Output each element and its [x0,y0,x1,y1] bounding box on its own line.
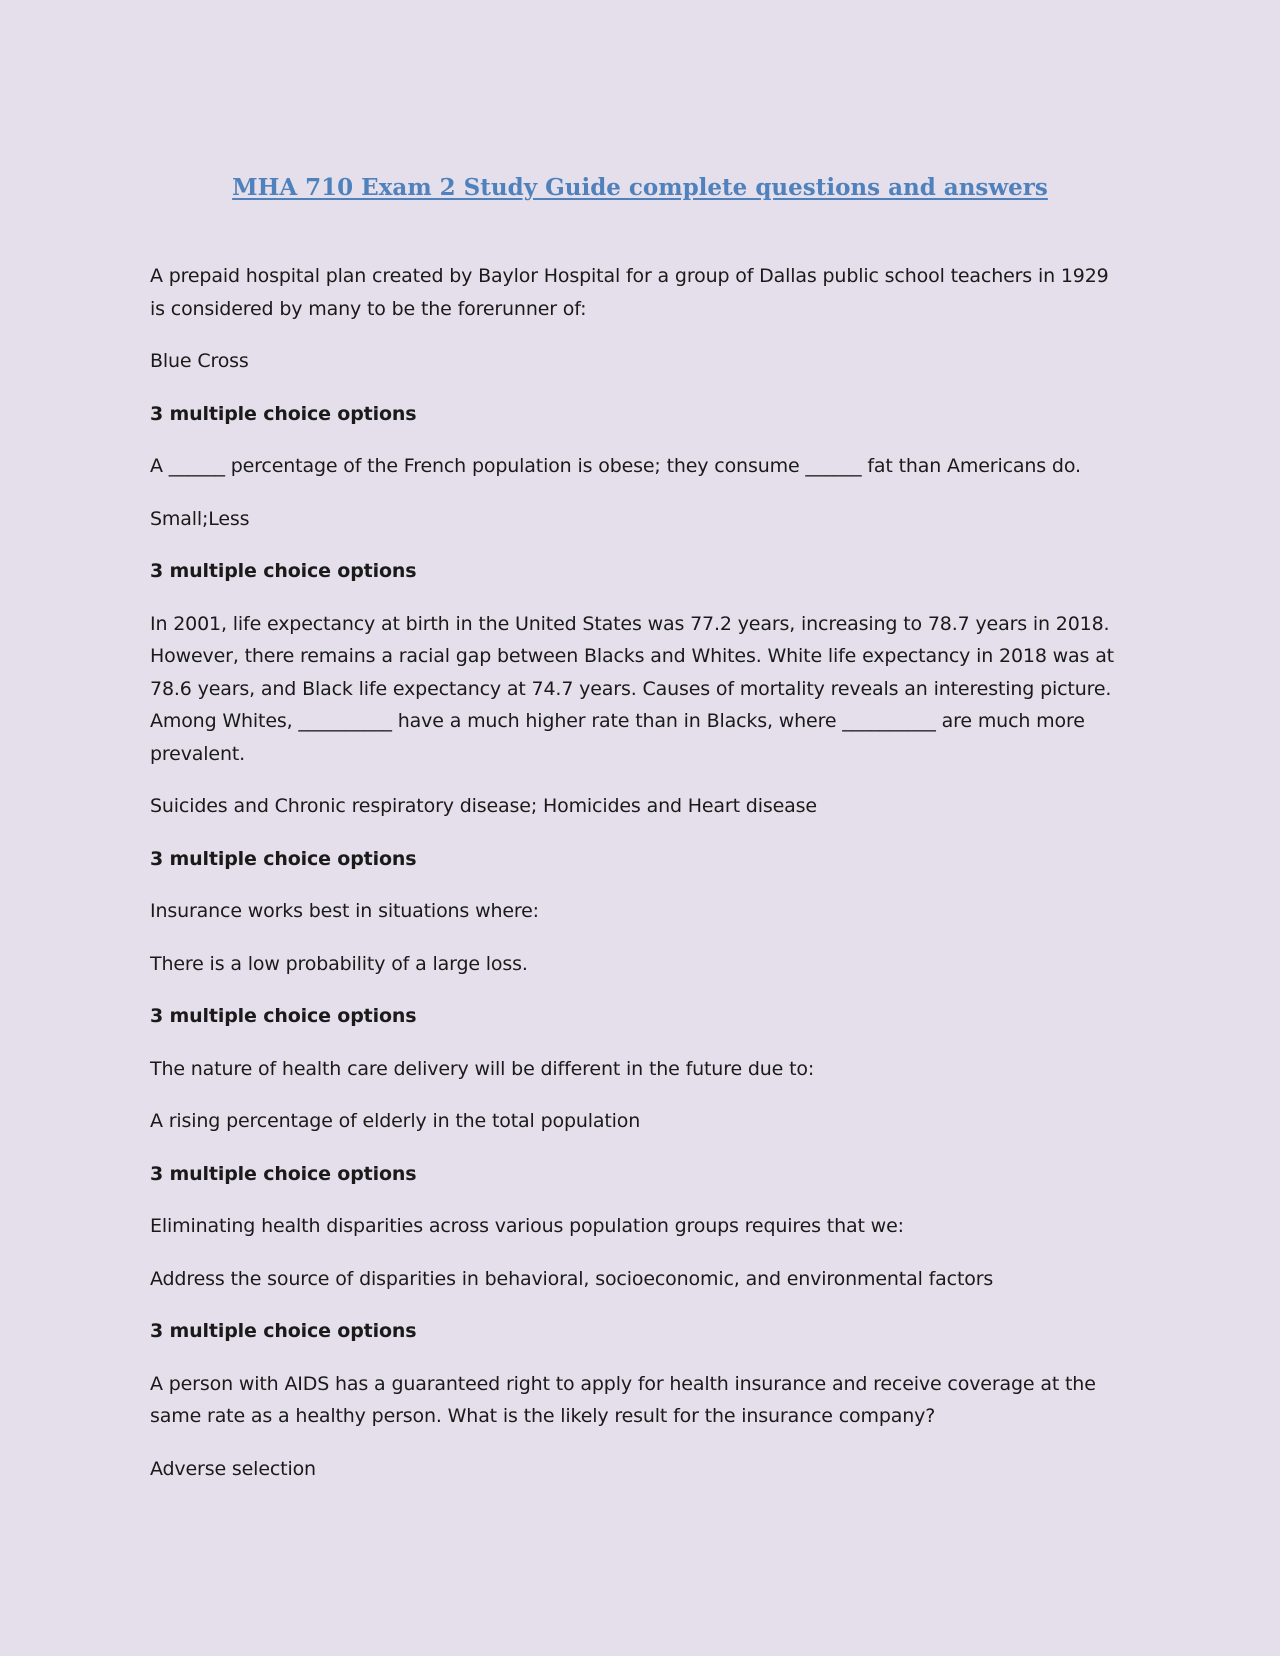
answer-text: A rising percentage of elderly in the total population [150,1110,641,1132]
question-text: A person with AIDS has a guaranteed right to apply for health insurance and receive coverage at the same rate as a healthy person. What is the likely result for the insurance company? [150,1372,1096,1427]
document-title: MHA 710 Exam 2 Study Guide complete questions and answers [232,174,1048,201]
answer-text: Adverse selection [150,1457,316,1480]
options-note: 3 multiple choice options [150,402,417,425]
options-note: 3 multiple choice options [150,1162,417,1185]
question-text: A ______ percentage of the French population is obese; they consume ______ fat than Americans do. [150,455,1081,477]
question-text: The nature of health care delivery will be different in the future due to: [150,1057,815,1080]
question-text: In 2001, life expectancy at birth in the United States was 77.2 years, increasing to 78.7 years in 2018. However, there remains a racial gap between Blacks and Whites. White life expectancy in 2018 was at 78.6 years, and Black life expectancy at 74.7 years. Causes of mortality reveals an interesting picture. Among Whites, __________ have a much higher rate than in Blacks, where __________ are much more prevalent. [150,612,1114,765]
answer-text: Address the source of disparities in behavioral, socioeconomic, and environmental factors [150,1267,994,1290]
document-body [150,260,1125,1505]
question-text: Eliminating health disparities across various population groups requires that we: [150,1215,904,1237]
answer-text: Suicides and Chronic respiratory disease; Homicides and Heart disease [150,795,817,817]
options-note: 3 multiple choice options [150,1320,417,1342]
answer-text: Small;Less [150,507,250,530]
options-note: 3 multiple choice options [150,560,417,582]
answer-text: There is a low probability of a large loss. [150,952,528,975]
options-note: 3 multiple choice options [150,847,417,870]
question-text: A prepaid hospital plan created by Baylor Hospital for a group of Dallas public school teachers in 1929 is considered by many to be the forerunner of: [150,265,1109,320]
options-note: 3 multiple choice options [150,1005,417,1027]
answer-text: Blue Cross [150,350,249,372]
question-text: Insurance works best in situations where: [150,900,539,922]
